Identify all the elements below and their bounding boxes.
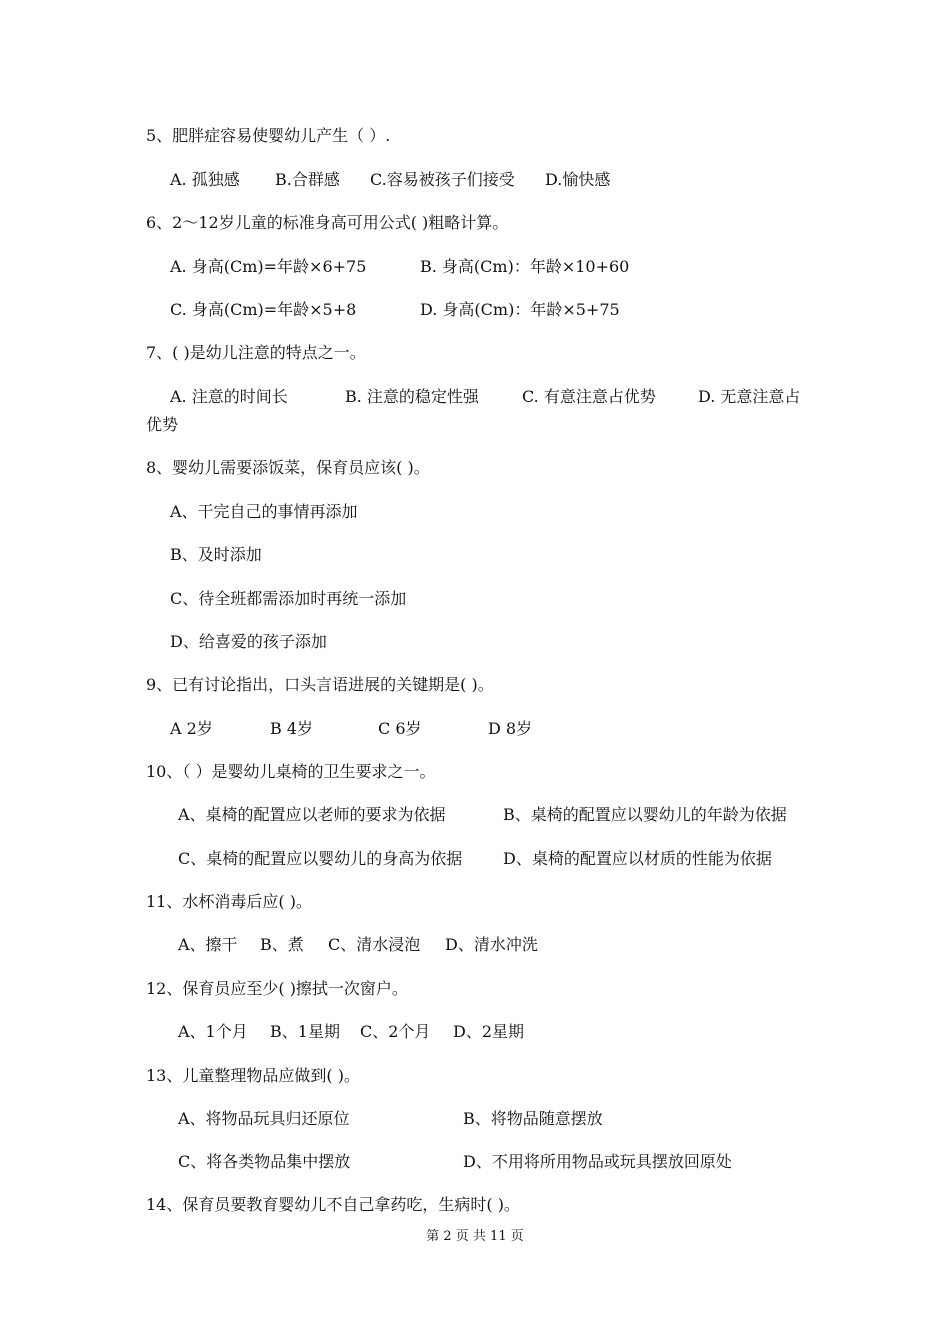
question-11-option-b: B、煮	[260, 935, 304, 954]
question-12-option-c: C、2个月	[360, 1022, 431, 1041]
question-12-option-a: A、1个月	[178, 1022, 248, 1041]
question-14-stem: 14、保育员要教育婴幼儿不自己拿药吃，生病时( )。	[146, 1195, 520, 1214]
question-6-option-c: C. 身高(Cm)=年龄×5+8	[170, 300, 357, 319]
question-7-option-d: D. 无意注意占	[698, 387, 801, 406]
question-8-option-a: A、干完自己的事情再添加	[170, 502, 358, 521]
question-6-option-a: A. 身高(Cm)=年龄×6+75	[170, 257, 367, 276]
question-9-option-a: A 2岁	[170, 719, 213, 738]
question-6-option-d: D. 身高(Cm)：年龄×5+75	[420, 300, 620, 319]
question-13-stem: 13、儿童整理物品应做到( )。	[146, 1066, 360, 1085]
question-5-stem: 5、肥胖症容易使婴幼儿产生（ ）.	[146, 126, 391, 145]
question-7-option-c: C. 有意注意占优势	[522, 387, 656, 406]
question-10-option-a: A、桌椅的配置应以老师的要求为依据	[178, 805, 446, 824]
question-12-option-b: B、1星期	[270, 1022, 340, 1041]
question-8-option-b: B、及时添加	[170, 545, 262, 564]
question-11-option-d: D、清水冲洗	[445, 935, 538, 954]
question-8-stem: 8、婴幼儿需要添饭菜，保育员应该( )。	[146, 458, 430, 477]
question-12-stem: 12、保育员应至少( )擦拭一次窗户。	[146, 979, 408, 998]
page-footer: 第 2 页 共 11 页	[426, 1229, 524, 1244]
question-6-stem: 6、2～12岁儿童的标准身高可用公式( )粗略计算。	[146, 213, 509, 232]
question-11-stem: 11、水杯消毒后应( )。	[146, 892, 312, 911]
question-9-stem: 9、已有讨论指出，口头言语进展的关键期是( )。	[146, 675, 494, 694]
question-11-option-c: C、清水浸泡	[328, 935, 421, 954]
question-13-option-c: C、将各类物品集中摆放	[178, 1152, 351, 1171]
question-7-option-b: B. 注意的稳定性强	[345, 387, 479, 406]
question-8-option-d: D、给喜爱的孩子添加	[170, 632, 327, 651]
question-7-stem: 7、( )是幼儿注意的特点之一。	[146, 343, 366, 362]
question-13-option-a: A、将物品玩具归还原位	[178, 1109, 350, 1128]
question-9-option-b: B 4岁	[270, 719, 314, 738]
question-5-option-a: A. 孤独感	[170, 170, 240, 189]
question-7-option-a: A. 注意的时间长	[170, 387, 288, 406]
question-13-option-b: B、将物品随意摆放	[463, 1109, 603, 1128]
question-6-option-b: B. 身高(Cm)：年龄×10+60	[420, 257, 630, 276]
question-13-option-d: D、不用将所用物品或玩具摆放回原处	[463, 1152, 732, 1171]
question-5-option-b: B.合群感	[275, 170, 340, 189]
question-12-option-d: D、2星期	[453, 1022, 525, 1041]
question-5-option-c: C.容易被孩子们接受	[370, 170, 515, 189]
question-9-option-c: C 6岁	[378, 719, 422, 738]
question-11-option-a: A、擦干	[178, 935, 238, 954]
question-9-option-d: D 8岁	[488, 719, 533, 738]
question-10-stem: 10、（ ）是婴幼儿桌椅的卫生要求之一。	[146, 762, 436, 781]
question-10-option-b: B、桌椅的配置应以婴幼儿的年龄为依据	[503, 805, 787, 824]
question-8-option-c: C、待全班都需添加时再统一添加	[170, 589, 407, 608]
question-7-option-d-wrap: 优势	[146, 415, 179, 434]
question-10-option-d: D、桌椅的配置应以材质的性能为依据	[503, 849, 772, 868]
question-10-option-c: C、桌椅的配置应以婴幼儿的身高为依据	[178, 849, 463, 868]
question-5-option-d: D.愉快感	[545, 170, 611, 189]
